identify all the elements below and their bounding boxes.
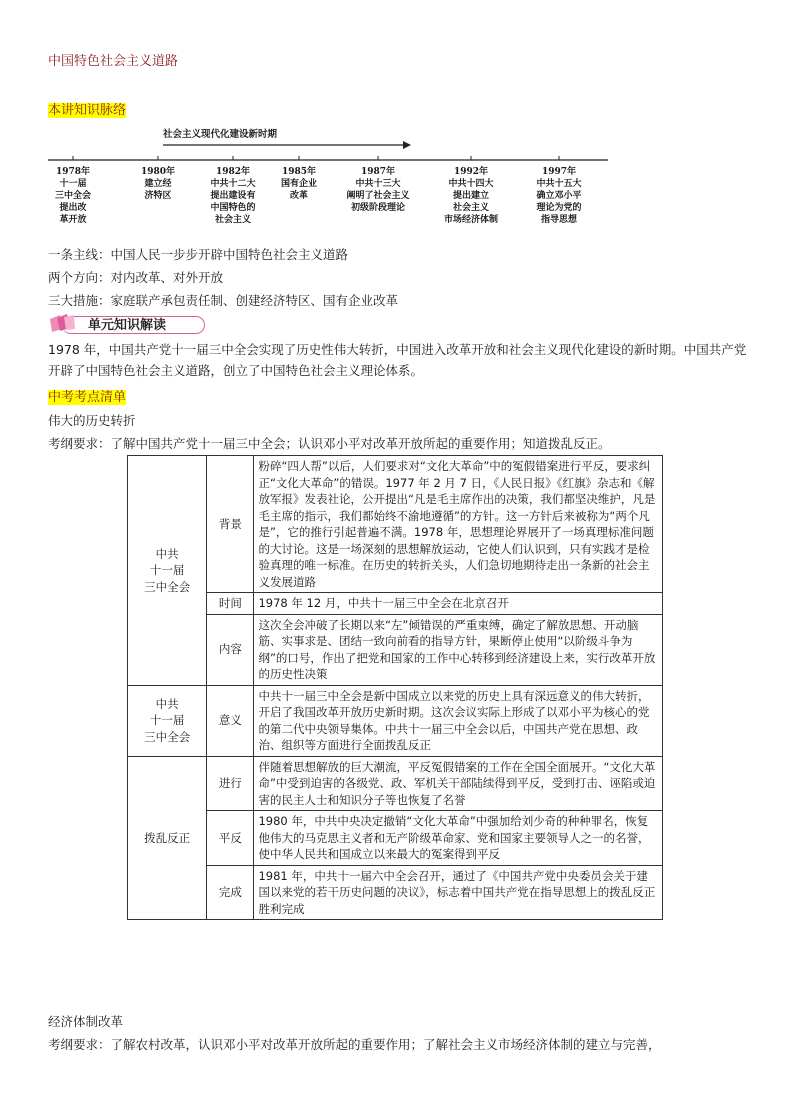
knowledge-table [127,455,663,920]
row-text: 粉碎“四人帮”以后，人们要求对“文化大革命”中的冤假错案进行平反，要求纠正“文化大革命”的错误。1977 年 2 月 7 日，《人民日报》《红旗》杂志和《解放军报》发表社论，公开提出“凡是毛主席作出的决策，我们都坚决维护，凡是毛主席的指示，我们都始终不渝地遵循”的方针。这一方针后来被称为“两个凡是”，它的推行引起普遍不满。1978 年，思想理论界展开了一场真理标准问题的大讨论。这是一场深刻的思想解放运动，它使人们认识到，只有实践才是检验真理的唯一标准。在历史的转折关头，人们急切地期待走出一条新的社会主义发展道路 [254,456,663,593]
group-label: 中共 十一届 三中全会 [128,456,207,686]
era-label: 社会主义现代化建设新时期 [163,129,278,140]
event-year: 1985年 [281,167,317,177]
timeline-diagram [48,120,628,240]
timeline-event-1997 [514,166,604,226]
row-label: 平反 [207,811,254,866]
row-text: 1978 年 12 月，中共十一届三中全会在北京召开 [254,593,663,615]
document-title: 中国特色社会主义道路 [48,54,179,69]
timeline-event-1985 [254,166,344,202]
event-text: 国有企业 改革 [280,179,317,201]
event-text: 十一届 三中全会 提出改 革开放 [54,179,91,225]
event-year: 1982年 [215,167,251,177]
topic-requirement-2: 考纲要求：了解农村改革，认识邓小平对改革开放所起的重要作用；了解社会主义市场经济体制的建立与完善， [48,1037,661,1052]
topic-requirement-1: 考纲要求：了解中国共产党十一届三中全会；认识邓小平对改革开放所起的重要作用；知道拨乱反正。 [48,436,611,451]
event-year: 1987年 [360,167,396,177]
arrow-right-icon [403,141,411,149]
summary-main-line: 一条主线：中国人民一步步开辟中国特色社会主义道路 [48,247,349,262]
row-label: 意义 [207,685,254,756]
row-label: 内容 [207,614,254,685]
section-heading-knowledge-map [48,99,126,118]
books-icon [48,313,76,333]
timeline-event-1992 [426,166,516,226]
event-text: 中共十五大 确立邓小平 理论为党的 指导思想 [536,179,582,225]
unit-badge [48,311,208,335]
row-text: 1980 年，中共中央决定撤销“文化大革命”中强加给刘少奇的种种罪名，恢复他伟大的马克思主义者和无产阶级革命家、党和国家主要领导人之一的名誉，使中华人民共和国成立以来最大的冤案得到平反 [254,811,663,866]
table-row [128,865,663,920]
row-text: 1981 年，中共十一届六中全会召开，通过了《中国共产党中央委员会关于建国以来党的若干历史问题的决议》，标志着中国共产党在指导思想上的拨乱反正胜利完成 [254,865,663,920]
topic-title-historic-turn: 伟大的历史转折 [48,413,136,428]
group-label: 拨乱反正 [128,756,207,920]
section-heading-text: 中考考点清单 [48,390,127,405]
row-label: 背景 [207,456,254,593]
row-text: 中共十一届三中全会是新中国成立以来党的历史上具有深远意义的伟大转折，开启了我国改革开放历史新时期。这次会议实际上形成了以邓小平为核心的党的第二代中央领导集体。中共十一届三中全会以后，中国共产党在思想、政治、组织等方面进行全面拨乱反正 [254,685,663,756]
timeline-event-1987 [333,166,423,214]
row-text: 伴随着思想解放的巨大潮流，平反冤假错案的工作在全国全面展开。“文化大革命”中受到迫害的各级党、政、军机关干部陆续得到平反，受到打击、诬陷或迫害的民主人士和知识分子等也恢复了名誉 [254,756,663,811]
event-year: 1992年 [453,167,489,177]
table-row [128,614,663,685]
summary-directions: 两个方向：对内改革、对外开放 [48,270,224,285]
event-text: 建立经 济特区 [144,179,172,201]
section-heading-checklist [48,386,126,405]
table-row [128,685,663,756]
event-text: 中共十四大 提出建立 社会主义 市场经济体制 [443,179,498,225]
section-heading-text: 本讲知识脉络 [48,103,127,118]
summary-measures: 三大措施：家庭联产承包责任制、创建经济特区、国有企业改革 [48,293,399,308]
event-year: 1978年 [55,167,91,177]
group-label: 中共 十一届 三中全会 [128,685,207,756]
event-year: 1980年 [140,167,176,177]
event-year: 1997年 [541,167,577,177]
table-row [128,811,663,866]
badge-text: 单元知识解读 [88,318,167,333]
table-row [128,756,663,811]
intro-paragraph: 1978 年，中国共产党十一届三中全会实现了历史性伟大转折，中国进入改革开放和社会主义现代化建设的新时期。中国共产党开辟了中国特色社会主义道路，创立了中国特色社会主义理论体系。 [48,342,747,378]
timeline-event-1978 [28,166,118,226]
row-label: 进行 [207,756,254,811]
row-label: 完成 [207,865,254,920]
event-text: 中共十二大 提出建设有 中国特色的 社会主义 [210,179,256,225]
row-text: 这次全会冲破了长期以来“左”倾错误的严重束缚，确定了解放思想、开动脑筋、实事求是、团结一致向前看的指导方针，果断停止使用“以阶级斗争为纲”的口号，作出了把党和国家的工作中心转移到经济建设上来，实行改革开放的历史性决策 [254,614,663,685]
table-row [128,593,663,615]
topic-title-economic-reform: 经济体制改革 [48,1014,124,1029]
table-row [128,456,663,593]
row-label: 时间 [207,593,254,615]
event-text: 中共十三大 阐明了社会主义 初级阶段理论 [346,179,410,213]
